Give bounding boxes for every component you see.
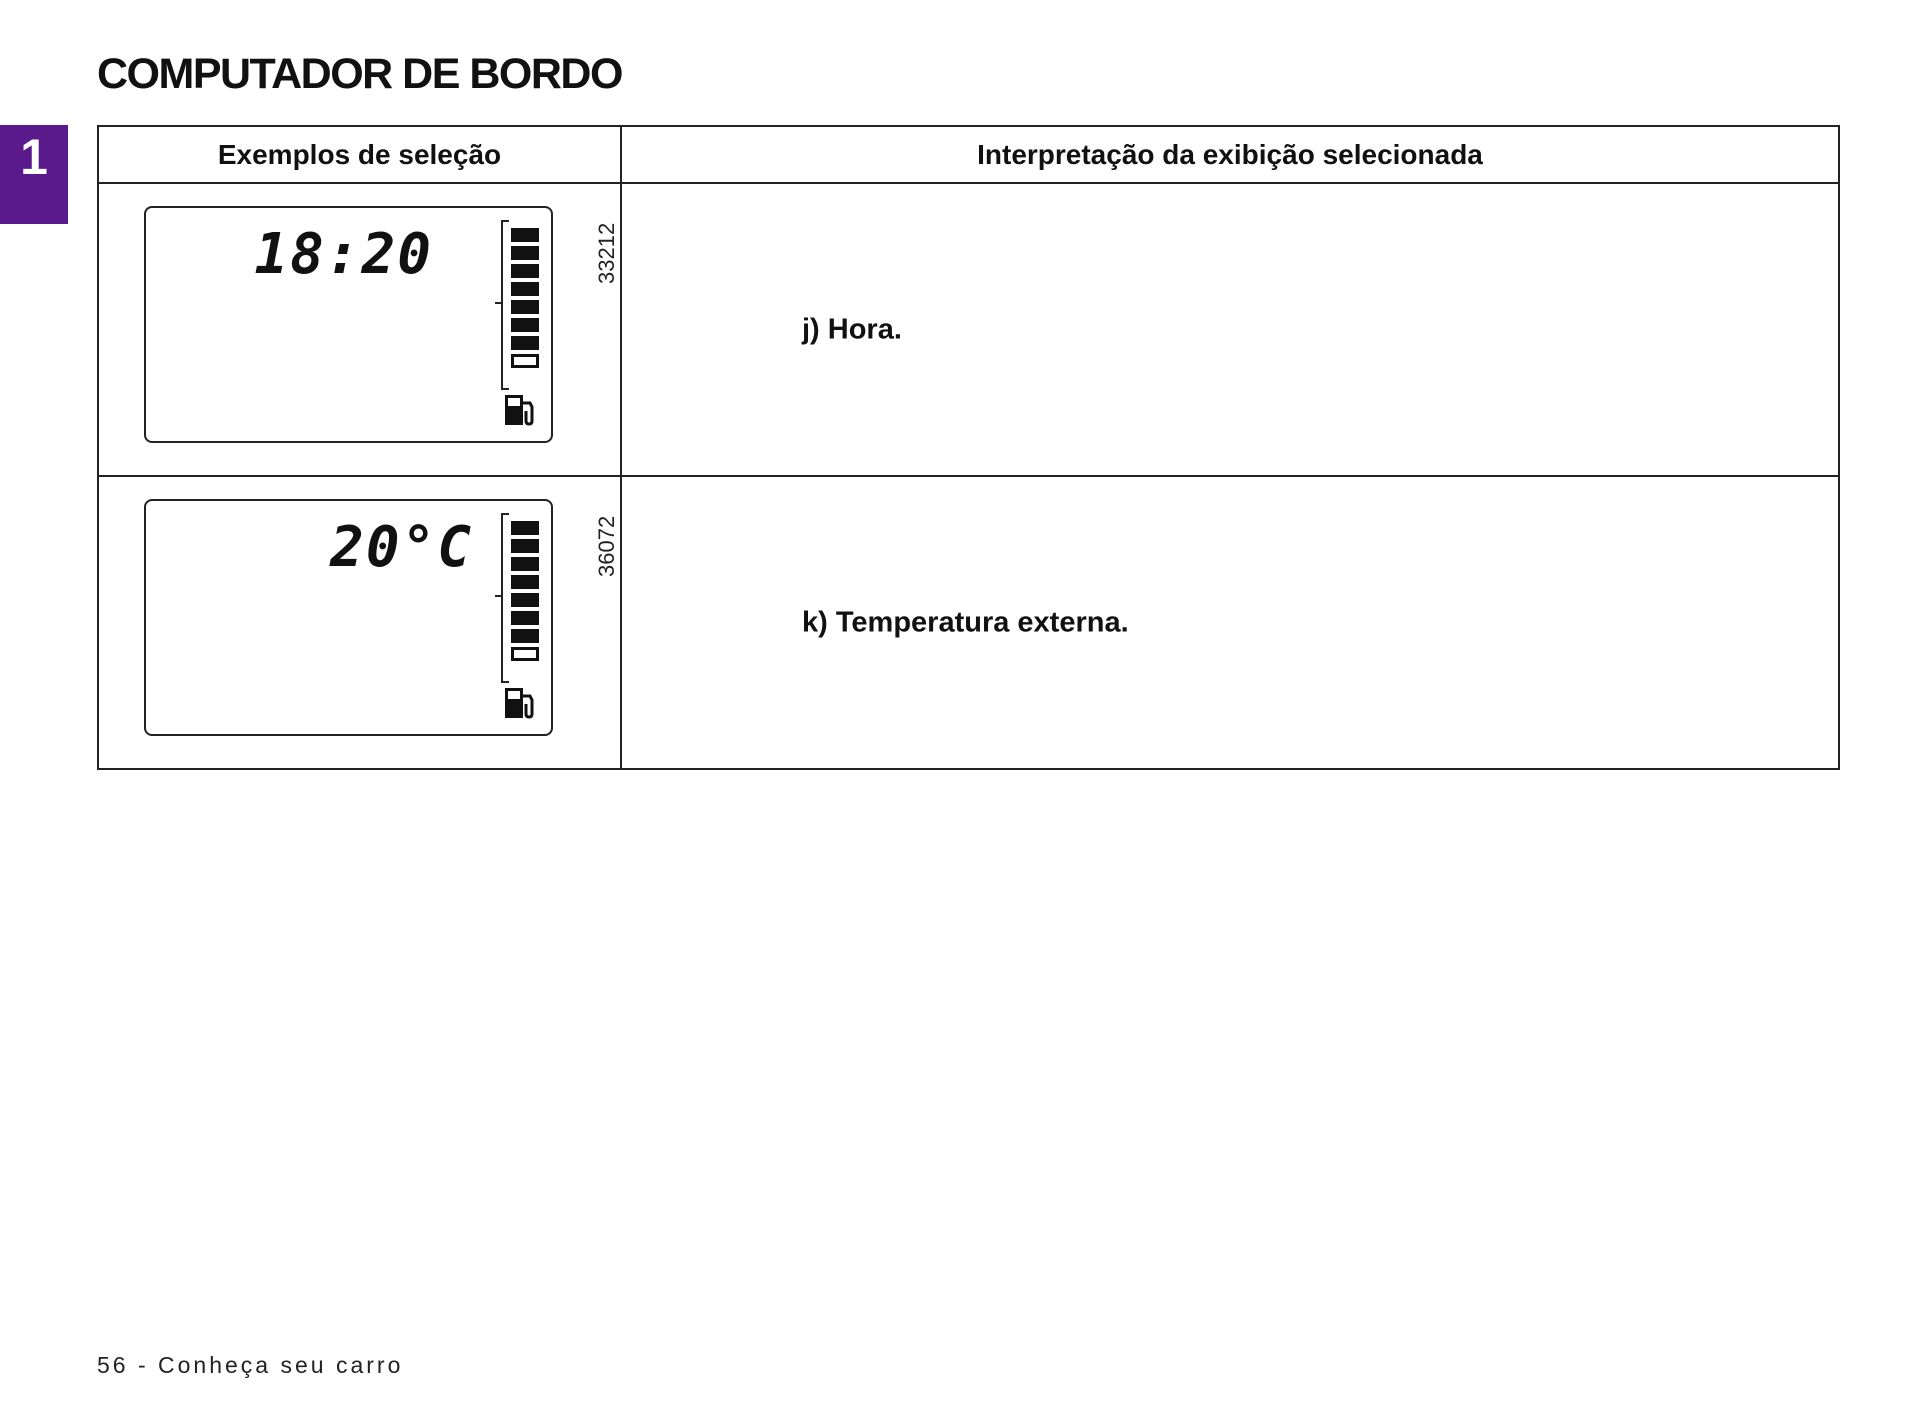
image-code: 33212 [594,222,619,284]
fuel-pump-icon [503,391,537,427]
lcd-value: 18:20 [254,222,433,287]
example-cell [98,183,621,476]
table-row [98,476,1839,769]
lcd-value: 20°C [330,515,473,580]
image-code: 36072 [594,515,619,577]
example-cell [98,476,621,769]
description-cell [621,476,1839,769]
fuel-gauge-icon [501,220,537,390]
selection-table [97,125,1840,770]
lcd-display [144,499,553,736]
page-title: COMPUTADOR DE BORDO [97,50,622,98]
description-cell [621,183,1839,476]
lcd-display [144,206,553,443]
header-examples: Exemplos de seleção [98,126,621,183]
description-text: j) Hora. [802,313,902,345]
fuel-gauge-icon [501,513,537,683]
table-row [98,183,1839,476]
chapter-tab: 1 [0,125,68,224]
fuel-pump-icon [503,684,537,720]
header-interpretation: Interpretação da exibição selecionada [621,126,1839,183]
table-header-row [98,126,1839,183]
description-text: k) Temperatura externa. [802,606,1129,638]
page-footer: 56 - Conheça seu carro [97,1352,404,1378]
